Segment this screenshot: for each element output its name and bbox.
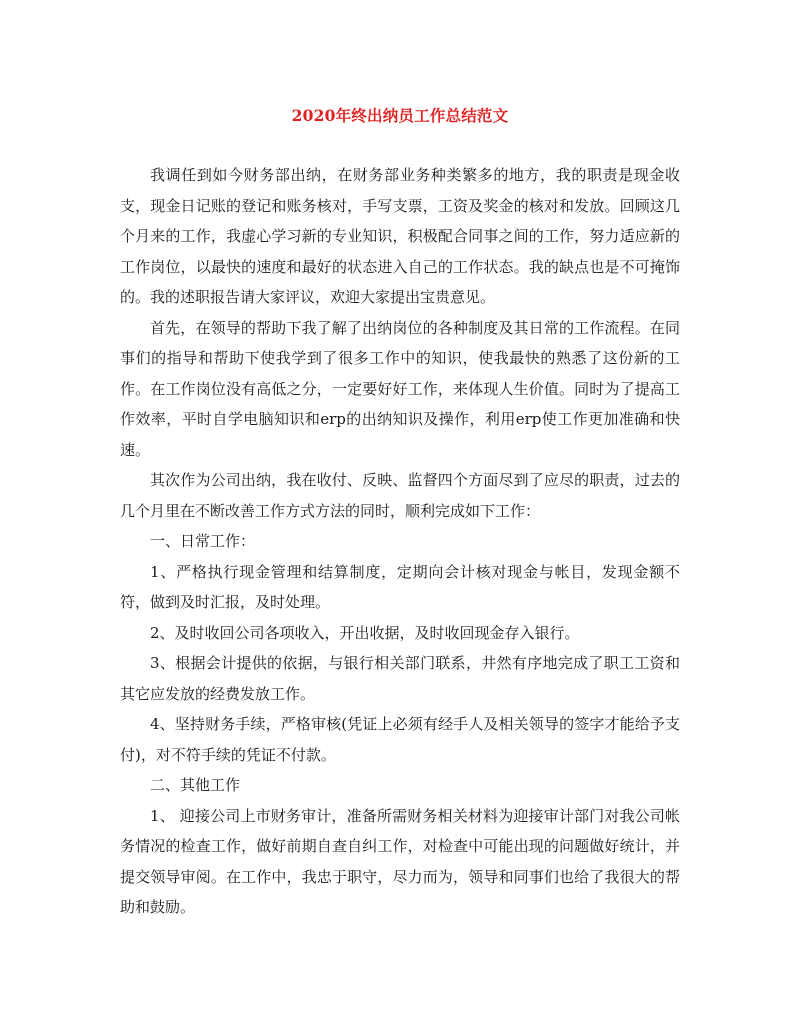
list-item-other-1: 1、 迎接公司上市财务审计，准备所需财务相关材料为迎接审计部门对我公司帐务情况的检查工作，做好前期自查自纠工作，对检查中可能出现的问题做好统计，并提交领导审阅。在工作中，我忠于职守，尽力而为，领导和同事们也给了我很大的帮助和鼓励。: [120, 806, 680, 916]
document-title: 2020年终出纳员工作总结范文: [291, 106, 509, 125]
list-item-daily-3: 3、根据会计提供的依据，与银行相关部门联系，井然有序地完成了职工工资和其它应发放的经费发放工作。: [120, 654, 680, 703]
paragraph-first: 首先，在领导的帮助下我了解了出纳岗位的各种制度及其日常的工作流程。在同事们的指导和帮助下使我学到了很多工作中的知识，使我最快的熟悉了这份新的工作。在工作岗位没有高低之分，一定要好好工作，来体现人生价值。同时为了提高工作效率，平时自学电脑知识和erp的出纳知识及操作，利用erp使工作更加准确和快速。: [120, 318, 680, 459]
paragraph-intro: 我调任到如今财务部出纳，在财务部业务种类繁多的地方，我的职责是现金收支，现金日记账的登记和账务核对，手写支票，工资及奖金的核对和发放。回顾这几个月来的工作，我虚心学习新的专业知识，积极配合同事之间的工作，努力适应新的工作岗位，以最快的速度和最好的状态进入自己的工作状态。我的缺点也是不可掩饰的。我的述职报告请大家评议，欢迎大家提出宝贵意见。: [120, 166, 680, 306]
section-heading-daily-work: 一、日常工作：: [150, 532, 256, 550]
list-item-daily-4: 4、坚持财务手续，严格审核(凭证上必须有经手人及相关领导的签字才能给予支付)，对不符手续的凭证不付款。: [120, 715, 680, 764]
paragraph-second: 其次作为公司出纳，我在收付、反映、监督四个方面尽到了应尽的职责，过去的几个月里在不断改善工作方式方法的同时，顺利完成如下工作：: [120, 471, 680, 520]
list-item-daily-1: 1、严格执行现金管理和结算制度，定期向会计核对现金与帐目，发现金额不符，做到及时汇报，及时处理。: [120, 562, 680, 611]
section-heading-other-work: 二、其他工作: [150, 776, 241, 794]
list-item-daily-2: 2、及时收回公司各项收入，开出收据，及时收回现金存入银行。: [150, 623, 580, 642]
document-body: [120, 160, 680, 923]
